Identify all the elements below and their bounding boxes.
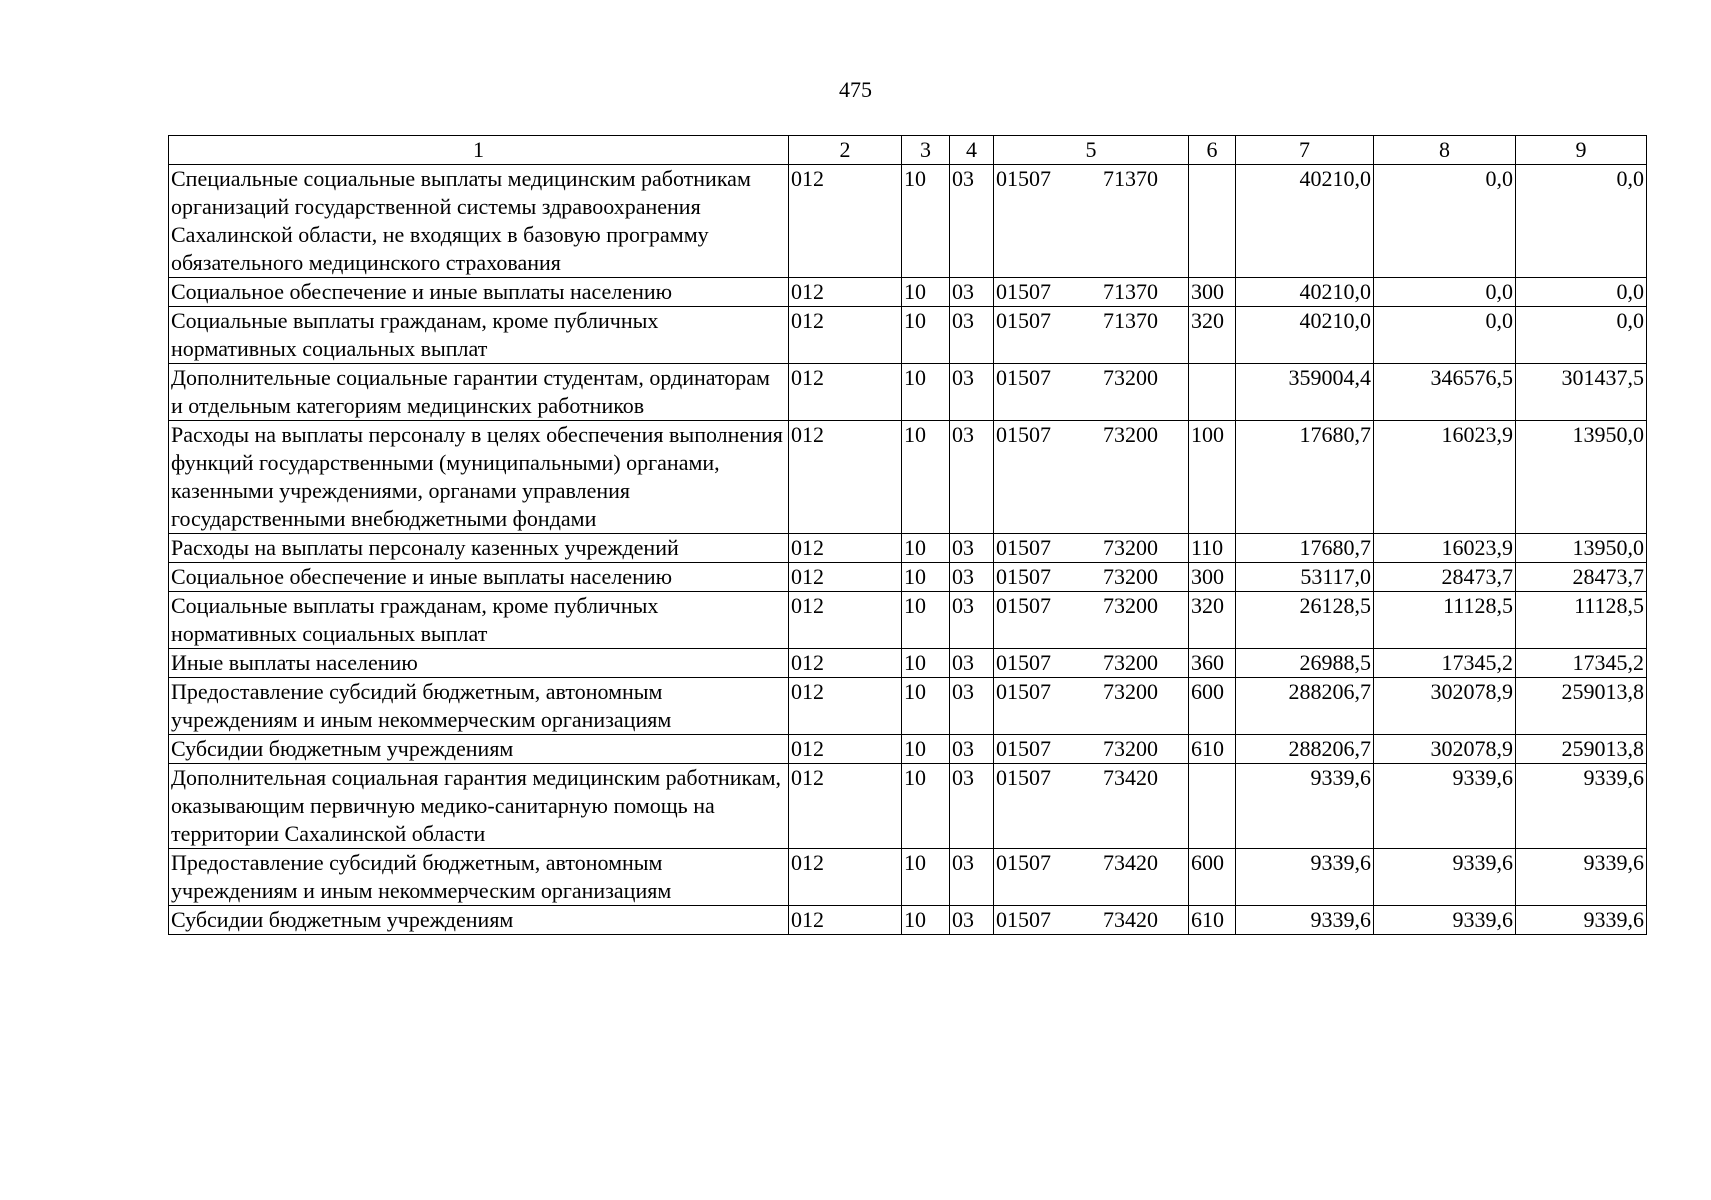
column-header: 8 <box>1374 136 1516 165</box>
amount-col9-cell: 9339,6 <box>1516 906 1647 935</box>
target-article-cell <box>994 278 1189 307</box>
ministry-code-cell: 012 <box>789 364 902 421</box>
target-article-cell <box>994 649 1189 678</box>
expense-name-cell: Субсидии бюджетным учреждениям <box>169 906 789 935</box>
amount-col7-cell: 288206,7 <box>1236 735 1374 764</box>
table-row <box>169 534 1647 563</box>
column-header: 6 <box>1189 136 1236 165</box>
table-row <box>169 307 1647 364</box>
amount-col7-cell: 9339,6 <box>1236 849 1374 906</box>
amount-col7-cell: 9339,6 <box>1236 764 1374 849</box>
target-direction-code: 71370 <box>1103 279 1158 304</box>
expense-name-cell: Дополнительные социальные гарантии студентам, ординаторам и отдельным категориям медицинских работников <box>169 364 789 421</box>
expense-type-cell <box>1189 165 1236 278</box>
target-program-code: 01507 <box>996 564 1051 589</box>
expense-name-cell: Иные выплаты населению <box>169 649 789 678</box>
target-program-code: 01507 <box>996 650 1051 675</box>
section-code-cell: 10 <box>902 278 950 307</box>
section-code-cell: 10 <box>902 906 950 935</box>
target-article-cell <box>994 592 1189 649</box>
target-program-code: 01507 <box>996 850 1051 875</box>
section-code-cell: 10 <box>902 534 950 563</box>
target-direction-code: 73420 <box>1103 907 1158 932</box>
expense-type-cell: 110 <box>1189 534 1236 563</box>
subsection-code-cell: 03 <box>950 649 994 678</box>
budget-table <box>168 135 1647 935</box>
ministry-code-cell: 012 <box>789 649 902 678</box>
target-program-code: 01507 <box>996 765 1051 790</box>
section-code-cell: 10 <box>902 592 950 649</box>
expense-name-cell: Предоставление субсидий бюджетным, автономным учреждениям и иным некоммерческим организациям <box>169 678 789 735</box>
subsection-code-cell: 03 <box>950 849 994 906</box>
target-program-code: 01507 <box>996 166 1051 191</box>
column-header: 3 <box>902 136 950 165</box>
table-row <box>169 165 1647 278</box>
target-direction-code: 73200 <box>1103 593 1158 618</box>
target-article-cell <box>994 307 1189 364</box>
expense-name-cell: Дополнительная социальная гарантия медицинским работникам, оказывающим первичную медико-санитарную помощь на территории Сахалинской области <box>169 764 789 849</box>
target-program-code: 01507 <box>996 679 1051 704</box>
column-header: 2 <box>789 136 902 165</box>
subsection-code-cell: 03 <box>950 764 994 849</box>
table-row <box>169 735 1647 764</box>
ministry-code-cell: 012 <box>789 764 902 849</box>
subsection-code-cell: 03 <box>950 364 994 421</box>
subsection-code-cell: 03 <box>950 906 994 935</box>
column-header: 1 <box>169 136 789 165</box>
amount-col8-cell: 9339,6 <box>1374 764 1516 849</box>
target-article-cell <box>994 849 1189 906</box>
ministry-code-cell: 012 <box>789 563 902 592</box>
amount-col8-cell: 16023,9 <box>1374 534 1516 563</box>
expense-type-cell: 610 <box>1189 906 1236 935</box>
ministry-code-cell: 012 <box>789 534 902 563</box>
target-article-cell <box>994 764 1189 849</box>
expense-type-cell: 320 <box>1189 307 1236 364</box>
table-row <box>169 421 1647 534</box>
target-direction-code: 71370 <box>1103 308 1158 333</box>
target-direction-code: 73200 <box>1103 736 1158 761</box>
amount-col7-cell: 40210,0 <box>1236 165 1374 278</box>
subsection-code-cell: 03 <box>950 421 994 534</box>
expense-type-cell: 100 <box>1189 421 1236 534</box>
ministry-code-cell: 012 <box>789 165 902 278</box>
ministry-code-cell: 012 <box>789 735 902 764</box>
amount-col7-cell: 53117,0 <box>1236 563 1374 592</box>
section-code-cell: 10 <box>902 165 950 278</box>
amount-col8-cell: 28473,7 <box>1374 563 1516 592</box>
section-code-cell: 10 <box>902 364 950 421</box>
expense-name-cell: Субсидии бюджетным учреждениям <box>169 735 789 764</box>
section-code-cell: 10 <box>902 849 950 906</box>
amount-col7-cell: 40210,0 <box>1236 307 1374 364</box>
table-row <box>169 278 1647 307</box>
amount-col8-cell: 0,0 <box>1374 307 1516 364</box>
target-direction-code: 73200 <box>1103 679 1158 704</box>
amount-col7-cell: 288206,7 <box>1236 678 1374 735</box>
table-row <box>169 592 1647 649</box>
amount-col8-cell: 9339,6 <box>1374 849 1516 906</box>
amount-col8-cell: 346576,5 <box>1374 364 1516 421</box>
target-article-cell <box>994 735 1189 764</box>
ministry-code-cell: 012 <box>789 307 902 364</box>
amount-col8-cell: 302078,9 <box>1374 735 1516 764</box>
table-row <box>169 678 1647 735</box>
target-article-cell <box>994 364 1189 421</box>
expense-name-cell: Предоставление субсидий бюджетным, автономным учреждениям и иным некоммерческим организациям <box>169 849 789 906</box>
target-program-code: 01507 <box>996 308 1051 333</box>
table-row <box>169 906 1647 935</box>
expense-name-cell: Социальные выплаты гражданам, кроме публичных нормативных социальных выплат <box>169 307 789 364</box>
target-direction-code: 73200 <box>1103 535 1158 560</box>
expense-type-cell: 300 <box>1189 278 1236 307</box>
target-article-cell <box>994 534 1189 563</box>
amount-col9-cell: 17345,2 <box>1516 649 1647 678</box>
section-code-cell: 10 <box>902 735 950 764</box>
table-row <box>169 649 1647 678</box>
target-article-cell <box>994 421 1189 534</box>
ministry-code-cell: 012 <box>789 421 902 534</box>
amount-col7-cell: 40210,0 <box>1236 278 1374 307</box>
subsection-code-cell: 03 <box>950 735 994 764</box>
amount-col9-cell: 0,0 <box>1516 278 1647 307</box>
target-direction-code: 73200 <box>1103 422 1158 447</box>
subsection-code-cell: 03 <box>950 563 994 592</box>
amount-col7-cell: 26988,5 <box>1236 649 1374 678</box>
expense-type-cell <box>1189 364 1236 421</box>
amount-col8-cell: 16023,9 <box>1374 421 1516 534</box>
subsection-code-cell: 03 <box>950 278 994 307</box>
ministry-code-cell: 012 <box>789 849 902 906</box>
amount-col9-cell: 28473,7 <box>1516 563 1647 592</box>
expense-type-cell: 600 <box>1189 678 1236 735</box>
amount-col9-cell: 259013,8 <box>1516 678 1647 735</box>
amount-col9-cell: 301437,5 <box>1516 364 1647 421</box>
ministry-code-cell: 012 <box>789 592 902 649</box>
ministry-code-cell: 012 <box>789 906 902 935</box>
amount-col9-cell: 13950,0 <box>1516 534 1647 563</box>
expense-type-cell: 360 <box>1189 649 1236 678</box>
expense-type-cell: 320 <box>1189 592 1236 649</box>
target-article-cell <box>994 165 1189 278</box>
section-code-cell: 10 <box>902 421 950 534</box>
amount-col9-cell: 0,0 <box>1516 165 1647 278</box>
amount-col7-cell: 9339,6 <box>1236 906 1374 935</box>
expense-name-cell: Расходы на выплаты персоналу казенных учреждений <box>169 534 789 563</box>
target-program-code: 01507 <box>996 365 1051 390</box>
ministry-code-cell: 012 <box>789 678 902 735</box>
subsection-code-cell: 03 <box>950 678 994 735</box>
column-header: 9 <box>1516 136 1647 165</box>
target-program-code: 01507 <box>996 907 1051 932</box>
ministry-code-cell: 012 <box>789 278 902 307</box>
amount-col8-cell: 9339,6 <box>1374 906 1516 935</box>
amount-col8-cell: 11128,5 <box>1374 592 1516 649</box>
target-direction-code: 73200 <box>1103 564 1158 589</box>
target-program-code: 01507 <box>996 736 1051 761</box>
amount-col9-cell: 9339,6 <box>1516 849 1647 906</box>
amount-col7-cell: 17680,7 <box>1236 421 1374 534</box>
target-article-cell <box>994 906 1189 935</box>
amount-col7-cell: 26128,5 <box>1236 592 1374 649</box>
target-program-code: 01507 <box>996 535 1051 560</box>
amount-col9-cell: 259013,8 <box>1516 735 1647 764</box>
amount-col9-cell: 11128,5 <box>1516 592 1647 649</box>
target-article-cell <box>994 563 1189 592</box>
expense-name-cell: Социальное обеспечение и иные выплаты населению <box>169 563 789 592</box>
amount-col8-cell: 0,0 <box>1374 165 1516 278</box>
subsection-code-cell: 03 <box>950 592 994 649</box>
amount-col7-cell: 17680,7 <box>1236 534 1374 563</box>
target-direction-code: 71370 <box>1103 166 1158 191</box>
section-code-cell: 10 <box>902 764 950 849</box>
target-direction-code: 73200 <box>1103 365 1158 390</box>
expense-type-cell: 610 <box>1189 735 1236 764</box>
column-header: 4 <box>950 136 994 165</box>
target-article-cell <box>994 678 1189 735</box>
amount-col8-cell: 17345,2 <box>1374 649 1516 678</box>
section-code-cell: 10 <box>902 678 950 735</box>
expense-name-cell: Социальное обеспечение и иные выплаты населению <box>169 278 789 307</box>
table-row <box>169 563 1647 592</box>
subsection-code-cell: 03 <box>950 307 994 364</box>
section-code-cell: 10 <box>902 563 950 592</box>
expense-type-cell: 300 <box>1189 563 1236 592</box>
amount-col9-cell: 0,0 <box>1516 307 1647 364</box>
column-number-row <box>169 136 1647 165</box>
expense-name-cell: Расходы на выплаты персоналу в целях обеспечения выполнения функций государственными (муниципальными) органами, казенными учреждениями, органами управления государственными внебюджетными фондами <box>169 421 789 534</box>
table-row <box>169 364 1647 421</box>
expense-name-cell: Социальные выплаты гражданам, кроме публичных нормативных социальных выплат <box>169 592 789 649</box>
target-direction-code: 73420 <box>1103 850 1158 875</box>
target-direction-code: 73200 <box>1103 650 1158 675</box>
table-row <box>169 764 1647 849</box>
amount-col7-cell: 359004,4 <box>1236 364 1374 421</box>
section-code-cell: 10 <box>902 307 950 364</box>
table-body <box>169 165 1647 935</box>
subsection-code-cell: 03 <box>950 165 994 278</box>
table-row <box>169 849 1647 906</box>
column-header: 5 <box>994 136 1189 165</box>
amount-col9-cell: 9339,6 <box>1516 764 1647 849</box>
expense-type-cell <box>1189 764 1236 849</box>
page-number: 475 <box>839 77 872 102</box>
column-header: 7 <box>1236 136 1374 165</box>
target-direction-code: 73420 <box>1103 765 1158 790</box>
expense-type-cell: 600 <box>1189 849 1236 906</box>
target-program-code: 01507 <box>996 279 1051 304</box>
subsection-code-cell: 03 <box>950 534 994 563</box>
target-program-code: 01507 <box>996 593 1051 618</box>
amount-col9-cell: 13950,0 <box>1516 421 1647 534</box>
target-program-code: 01507 <box>996 422 1051 447</box>
amount-col8-cell: 302078,9 <box>1374 678 1516 735</box>
expense-name-cell: Специальные социальные выплаты медицинским работникам организаций государственной системы здравоохранения Сахалинской области, не входящих в базовую программу обязательного медицинского страхования <box>169 165 789 278</box>
amount-col8-cell: 0,0 <box>1374 278 1516 307</box>
section-code-cell: 10 <box>902 649 950 678</box>
